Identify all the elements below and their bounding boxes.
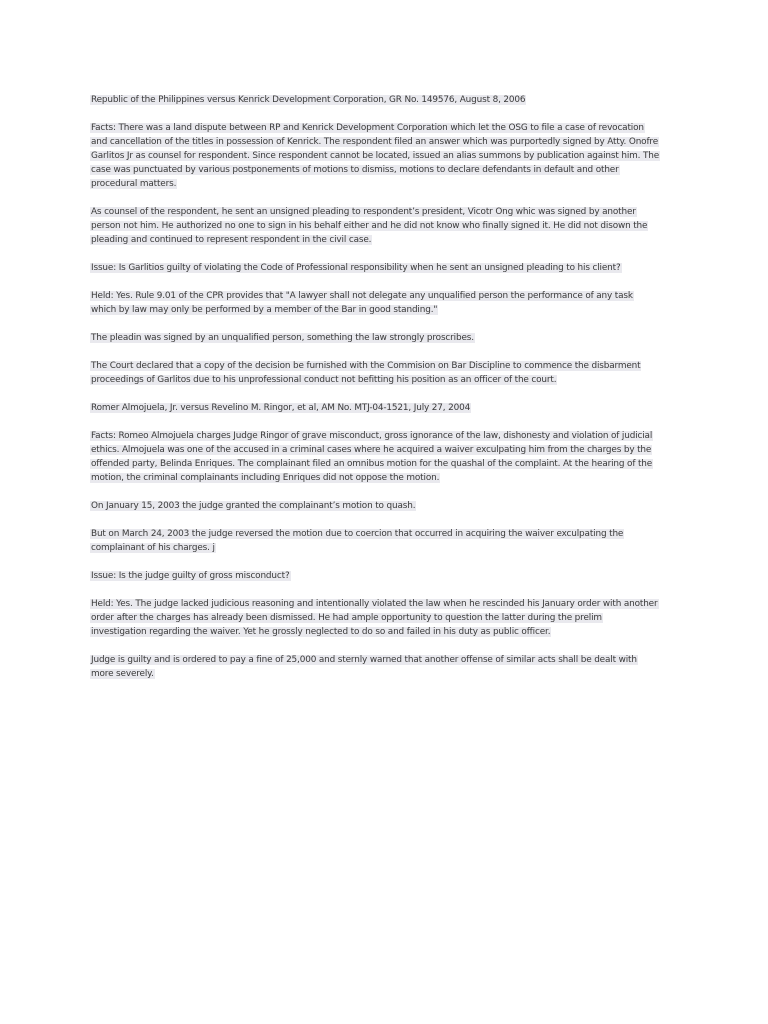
- case-title-1-text: Republic of the Philippines versus Kenrick Development Corporation, GR No. 149576, August 8, 2006: [91, 95, 526, 105]
- held-paragraph-1: [90, 289, 660, 317]
- issue-paragraph-2-text: Issue: Is the judge guilty of gross misconduct?: [91, 571, 290, 581]
- verdict-paragraph: [90, 653, 660, 681]
- facts-paragraph-2-text: Facts: Romeo Almojuela charges Judge Ringor of grave misconduct, gross ignorance of the law, dishonesty and violation of judicial ethics. Almojuela was one of the accused in a criminal cases where he acquired a waiver exculpating him from the charges by the offended party, Belinda Enriques. The complainant filed an omnibus motion for the quashal of the complaint. At the hearing of the motion, the criminal complainants including Enriques did not oppose the motion.: [91, 431, 653, 483]
- march-paragraph: [90, 527, 660, 555]
- court-decision-paragraph-text: The Court declared that a copy of the decision be furnished with the Commision on Bar Discipline to commence the disbarment proceedings of Garlitos due to his unprofessional conduct not befitting his position as an officer of the court.: [91, 361, 641, 385]
- pleading-paragraph-text: The pleadin was signed by an unqualified person, something the law strongly proscribes.: [91, 333, 474, 343]
- counsel-paragraph-text: As counsel of the respondent, he sent an unsigned pleading to respondent’s president, Vicotr Ong whic was signed by another person not him. He authorized no one to sign in his behalf either and he did not know who finally signed it. He did not disown the pleading and continued to represent respondent in the civil case.: [91, 207, 648, 245]
- held-paragraph-2: [90, 597, 660, 639]
- held-paragraph-2-text: Held: Yes. The judge lacked judicious reasoning and intentionally violated the law when he rescinded his January order with another order after the charges has already been dismissed. He had ample opportunity to question the latter during the prelim investigation regarding the waiver. Yet he grossly neglected to do so and failed in his duty as public officer.: [91, 599, 658, 637]
- pleading-paragraph: [90, 331, 660, 345]
- january-paragraph: [90, 499, 660, 513]
- january-paragraph-text: On January 15, 2003 the judge granted the complainant’s motion to quash.: [91, 501, 416, 511]
- court-decision-paragraph: [90, 359, 660, 387]
- issue-paragraph-1: [90, 261, 660, 275]
- verdict-paragraph-text: Judge is guilty and is ordered to pay a fine of 25,000 and sternly warned that another offense of similar acts shall be dealt with more severely.: [91, 655, 637, 679]
- document-body: [90, 93, 660, 695]
- case-title-1: [90, 93, 660, 107]
- facts-paragraph-1: [90, 121, 660, 191]
- march-paragraph-text: But on March 24, 2003 the judge reversed the motion due to coercion that occurred in acquiring the waiver exculpating the complainant of his charges. j: [91, 529, 624, 553]
- case-title-2-text: Romer Almojuela, Jr. versus Revelino M. Ringor, et al, AM No. MTJ-04-1521, July 27, 2004: [91, 403, 471, 413]
- case-title-2: [90, 401, 660, 415]
- facts-paragraph-1-text: Facts: There was a land dispute between RP and Kenrick Development Corporation which let the OSG to file a case of revocation and cancellation of the titles in possession of Kenrick. The respondent filed an answer which was purportedly signed by Atty. Onofre Garlitos Jr as counsel for respondent. Since respondent cannot be located, issued an alias summons by publication against him. The case was punctuated by various postponements of motions to dismiss, motions to declare defendants in default and other procedural matters.: [91, 123, 660, 189]
- facts-paragraph-2: [90, 429, 660, 485]
- issue-paragraph-2: [90, 569, 660, 583]
- held-paragraph-1-text: Held: Yes. Rule 9.01 of the CPR provides that "A lawyer shall not delegate any unqualified person the performance of any task which by law may only be performed by a member of the Bar in good standing.": [91, 291, 633, 315]
- issue-paragraph-1-text: Issue: Is Garlitios guilty of violating the Code of Professional responsibility when he sent an unsigned pleading to his client?: [91, 263, 621, 273]
- counsel-paragraph: [90, 205, 660, 247]
